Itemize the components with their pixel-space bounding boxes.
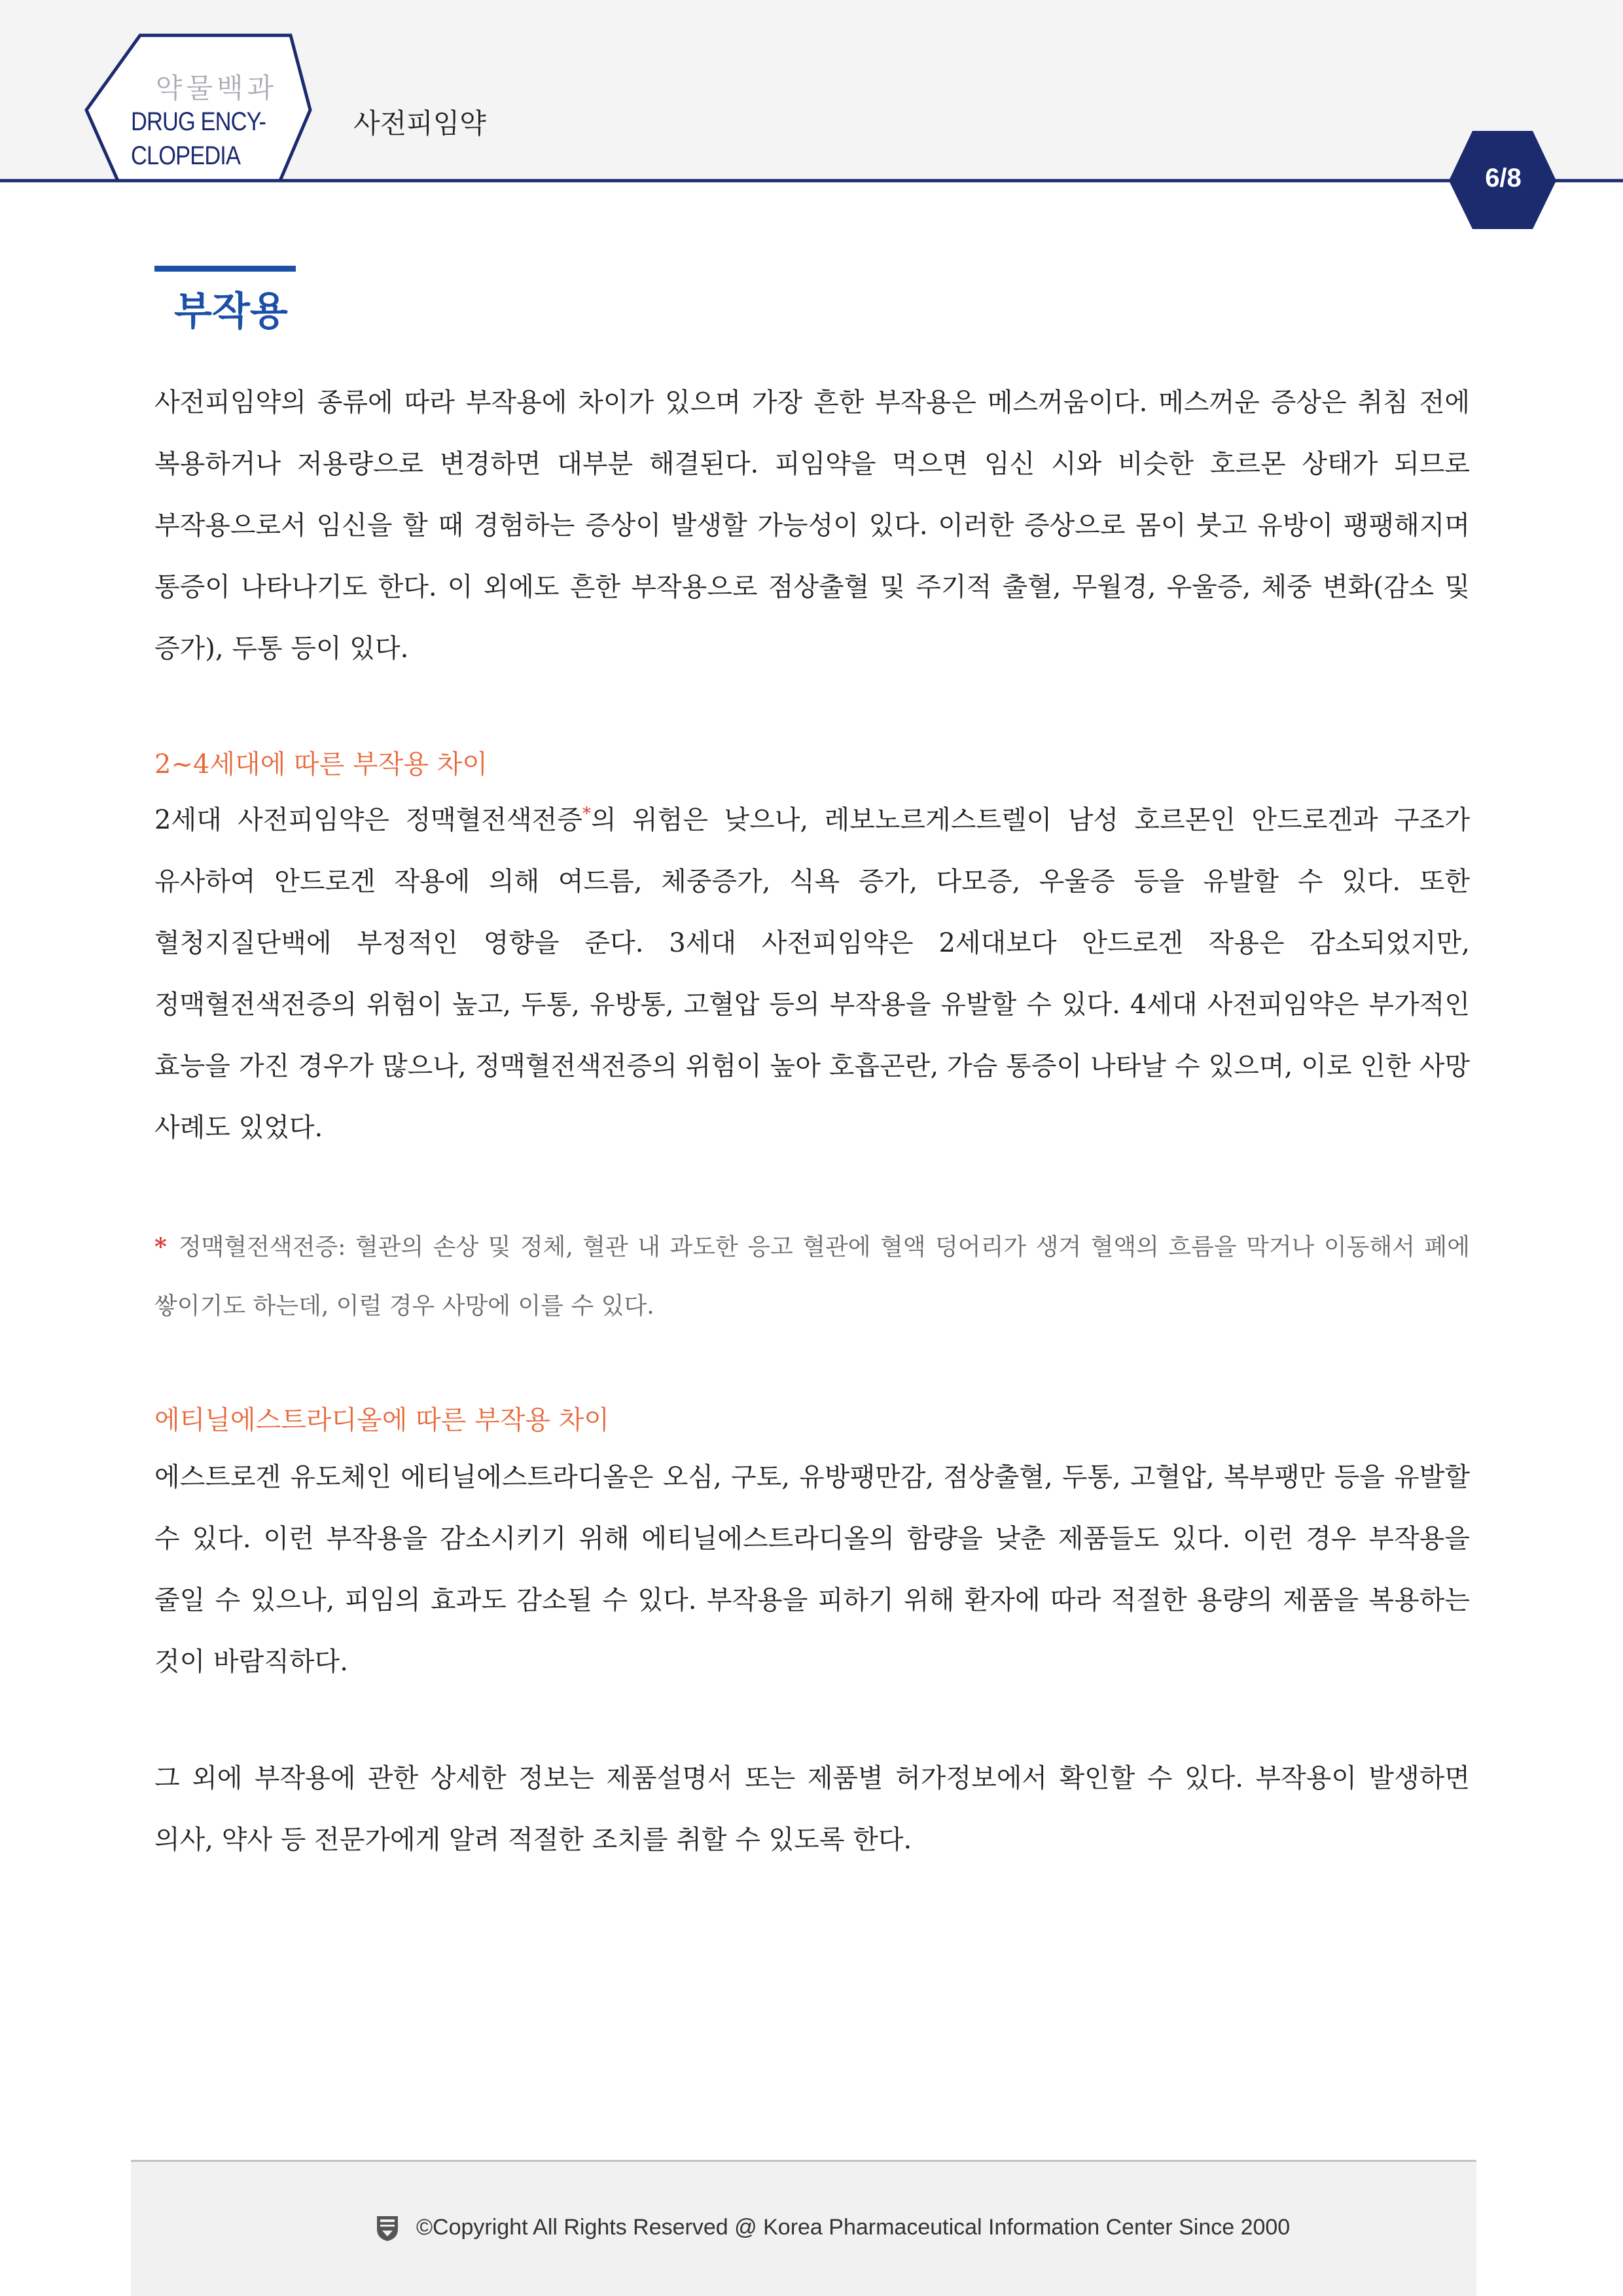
paragraph-4: 그 외에 부작용에 관한 상세한 정보는 제품설명서 또는 제품별 허가정보에서 확인할 수 있다. 부작용이 발생하면 의사, 약사 등 전문가에게 알려 적절한 조치를 취할 수 있도록 한다.	[154, 1763, 1470, 1855]
logo-english	[131, 105, 277, 173]
section-accent-bar	[154, 266, 296, 272]
page-number: 6/8	[1485, 164, 1522, 192]
footnote	[154, 1217, 1470, 1336]
footnote-mark: *	[154, 1233, 167, 1261]
kpic-emblem-icon	[376, 2214, 399, 2242]
footnote-reference: *	[582, 804, 591, 824]
paragraph-2-part-a: 2세대 사전피임약은 정맥혈전색전증	[154, 805, 582, 835]
copyright-notice: ©Copyright All Rights Reserved @ Korea Pharmaceutical Information Center Since 2000	[416, 2215, 1291, 2240]
subheading-generations: 2~4세대에 따른 부작용 차이	[154, 749, 488, 780]
paragraph-2	[154, 789, 1470, 1158]
section-title: 부작용	[174, 289, 288, 334]
logo-english-line2: CLOPEDIA	[131, 141, 241, 170]
logo-korean: 약물백과	[155, 72, 278, 104]
document-title: 사전피임약	[353, 107, 486, 139]
logo-english-line1: DRUG ENCY-	[131, 107, 266, 136]
footnote-text: 정맥혈전색전증: 혈관의 손상 및 정체, 혈관 내 과도한 응고 혈관에 혈액 덩어리가 생겨 혈액의 흐름을 막거나 이동해서 폐에 쌓이기도 하는데, 이럴 경우 사망에 이를 수 있다.	[154, 1234, 1470, 1319]
subheading-ethinylestradiol: 에티닐에스트라디올에 따른 부작용 차이	[154, 1405, 610, 1435]
paragraph-3: 에스트로겐 유도체인 에티닐에스트라디올은 오심, 구토, 유방팽만감, 점상출혈, 두통, 고혈압, 복부팽만 등을 유발할 수 있다. 이런 부작용을 감소시키기 위해 에티닐에스트라디올의 함량을 낮춘 제품들도 있다. 이런 경우 부작용을 줄일 수 있으나, 피임의 효과도 감소될 수 있다. 부작용을 피하기 위해 환자에 따라 적절한 용량의 제품을 복용하는 것이 바람직하다.	[154, 1462, 1470, 1677]
paragraph-1: 사전피임약의 종류에 따라 부작용에 차이가 있으며 가장 흔한 부작용은 메스꺼움이다. 메스꺼운 증상은 취침 전에 복용하거나 저용량으로 변경하면 대부분 해결된다. 피임약을 먹으면 임신 시와 비슷한 호르몬 상태가 되므로 부작용으로서 임신을 할 때 경험하는 증상이 발생할 가능성이 있다. 이러한 증상으로 몸이 붓고 유방이 팽팽해지며 통증이 나타나기도 한다. 이 외에도 흔한 부작용으로 점상출혈 및 주기적 출혈, 무월경, 우울증, 체중 변화(감소 및 증가), 두통 등이 있다.	[154, 387, 1470, 664]
paragraph-2-part-b: 의 위험은 낮으나, 레보노르게스트렐이 남성 호르몬인 안드로겐과 구조가 유사하여 안드로겐 작용에 의해 여드름, 체중증가, 식욕 증가, 다모증, 우울증 등을 유발할 수 있다. 또한 혈청지질단백에 부정적인 영향을 준다. 3세대 사전피임약은 2세대보다 안드로겐 작용은 감소되었지만, 정맥혈전색전증의 위험이 높고, 두통, 유방통, 고혈압 등의 부작용을 유발할 수 있다. 4세대 사전피임약은 부가적인 효능을 가진 경우가 많으나, 정맥혈전색전증의 위험이 높아 호흡곤란, 가슴 통증이 나타날 수 있으며, 이로 인한 사망 사례도 있었다.	[154, 805, 1470, 1143]
